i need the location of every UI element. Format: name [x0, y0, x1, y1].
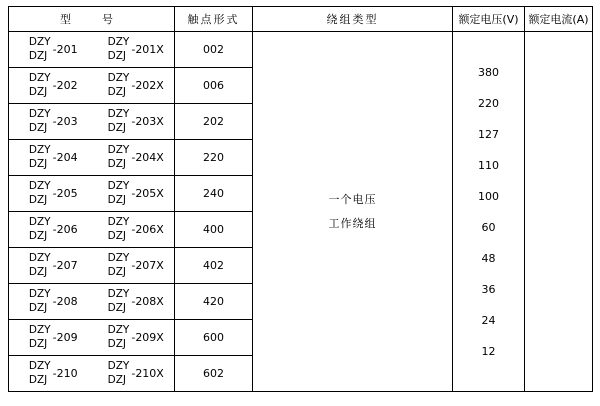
- contact-cell: 202: [175, 104, 253, 140]
- model-prefix-alt: [102, 36, 130, 62]
- model-prefix: [23, 360, 51, 386]
- model-prefix-top-alt: DZY: [107, 180, 130, 193]
- model-cell: [9, 140, 175, 176]
- model-prefix: [23, 216, 51, 242]
- model-prefix-bottom: DZJ: [28, 85, 48, 98]
- model-prefix-top-alt: DZY: [107, 324, 130, 337]
- model-pair-left: [9, 176, 92, 211]
- contact-cell: 220: [175, 140, 253, 176]
- model-prefix-top: DZY: [28, 360, 51, 373]
- model-suffix-left: -206: [52, 223, 78, 236]
- header-voltage: 额定电压(V): [453, 7, 525, 32]
- model-prefix-alt: [102, 108, 130, 134]
- voltage-value: 24: [481, 313, 496, 327]
- model-prefix-bottom-alt: DZJ: [107, 193, 127, 206]
- voltage-cell: [453, 32, 525, 392]
- voltage-value: 48: [481, 251, 496, 265]
- model-prefix-top: DZY: [28, 36, 51, 49]
- model-pair-right: [92, 32, 175, 67]
- model-suffix-right: -207X: [131, 259, 164, 272]
- model-prefix: [23, 324, 51, 350]
- model-cell: [9, 104, 175, 140]
- model-prefix-top-alt: DZY: [107, 36, 130, 49]
- specification-table: [8, 6, 593, 392]
- model-pair-left: [9, 212, 92, 247]
- model-suffix-right: -205X: [131, 187, 164, 200]
- model-prefix-top: DZY: [28, 288, 51, 301]
- voltage-value: 127: [478, 127, 499, 141]
- model-cell: [9, 176, 175, 212]
- contact-cell: 402: [175, 248, 253, 284]
- model-prefix-top-alt: DZY: [107, 288, 130, 301]
- model-pair-left: [9, 356, 92, 391]
- model-prefix-top: DZY: [28, 216, 51, 229]
- model-prefix-bottom: DZJ: [28, 193, 48, 206]
- model-cell: [9, 248, 175, 284]
- model-prefix-top-alt: DZY: [107, 72, 130, 85]
- model-cell: [9, 356, 175, 392]
- model-prefix-bottom: DZJ: [28, 373, 48, 386]
- contact-cell: 002: [175, 32, 253, 68]
- model-prefix: [23, 108, 51, 134]
- header-winding: 绕组类型: [253, 7, 453, 32]
- model-prefix: [23, 144, 51, 170]
- model-suffix-left: -210: [52, 367, 78, 380]
- document-page: [0, 6, 600, 406]
- model-cell: [9, 320, 175, 356]
- model-pair-right: [92, 284, 175, 319]
- model-prefix-bottom-alt: DZJ: [107, 49, 127, 62]
- model-prefix-top: DZY: [28, 144, 51, 157]
- model-prefix: [23, 252, 51, 278]
- winding-line-1: 一个电压: [328, 193, 377, 207]
- voltage-value: 36: [481, 282, 496, 296]
- model-prefix-top: DZY: [28, 252, 51, 265]
- model-suffix-right: -204X: [131, 151, 164, 164]
- model-suffix-left: -204: [52, 151, 78, 164]
- model-prefix-alt: [102, 216, 130, 242]
- model-prefix-bottom-alt: DZJ: [107, 85, 127, 98]
- model-pair-left: [9, 104, 92, 139]
- model-prefix-bottom-alt: DZJ: [107, 301, 127, 314]
- model-pair-right: [92, 248, 175, 283]
- model-prefix-top-alt: DZY: [107, 252, 130, 265]
- model-cell: [9, 212, 175, 248]
- model-prefix-top: DZY: [28, 72, 51, 85]
- voltage-value: 220: [478, 96, 499, 110]
- model-prefix: [23, 72, 51, 98]
- model-pair-right: [92, 212, 175, 247]
- voltage-value: 100: [478, 189, 499, 203]
- model-suffix-right: -209X: [131, 331, 164, 344]
- table-header: [9, 7, 593, 32]
- model-prefix-top: DZY: [28, 108, 51, 121]
- model-prefix: [23, 180, 51, 206]
- model-pair-left: [9, 284, 92, 319]
- voltage-value: 12: [481, 344, 496, 358]
- voltage-value: 110: [478, 158, 499, 172]
- model-suffix-left: -203: [52, 115, 78, 128]
- header-contact: 触点形式: [175, 7, 253, 32]
- model-prefix-bottom-alt: DZJ: [107, 373, 127, 386]
- model-prefix-alt: [102, 144, 130, 170]
- model-prefix-alt: [102, 72, 130, 98]
- model-prefix-bottom-alt: DZJ: [107, 157, 127, 170]
- contact-cell: 600: [175, 320, 253, 356]
- model-prefix: [23, 36, 51, 62]
- model-pair-right: [92, 68, 175, 103]
- model-suffix-left: -205: [52, 187, 78, 200]
- contact-cell: 420: [175, 284, 253, 320]
- model-prefix-bottom: DZJ: [28, 337, 48, 350]
- model-pair-left: [9, 68, 92, 103]
- header-current: 额定电流(A): [525, 7, 593, 32]
- voltage-list: [453, 61, 524, 363]
- model-prefix-alt: [102, 252, 130, 278]
- model-prefix-top: DZY: [28, 180, 51, 193]
- voltage-value: 60: [481, 220, 496, 234]
- contact-cell: 006: [175, 68, 253, 104]
- model-prefix-bottom: DZJ: [28, 157, 48, 170]
- model-prefix-bottom-alt: DZJ: [107, 229, 127, 242]
- model-pair-right: [92, 320, 175, 355]
- model-pair-right: [92, 356, 175, 391]
- model-prefix-bottom: DZJ: [28, 229, 48, 242]
- model-prefix-bottom: DZJ: [28, 49, 48, 62]
- model-prefix-alt: [102, 324, 130, 350]
- model-prefix-bottom-alt: DZJ: [107, 265, 127, 278]
- model-prefix-top-alt: DZY: [107, 144, 130, 157]
- model-suffix-left: -209: [52, 331, 78, 344]
- model-prefix-bottom: DZJ: [28, 301, 48, 314]
- model-suffix-left: -202: [52, 79, 78, 92]
- contact-cell: 602: [175, 356, 253, 392]
- model-prefix-bottom-alt: DZJ: [107, 337, 127, 350]
- model-pair-right: [92, 140, 175, 175]
- voltage-value: 380: [478, 65, 499, 79]
- model-pair-left: [9, 140, 92, 175]
- header-model: 型 号: [9, 7, 175, 32]
- model-prefix-top-alt: DZY: [107, 216, 130, 229]
- model-suffix-right: -201X: [131, 43, 164, 56]
- contact-cell: 400: [175, 212, 253, 248]
- model-prefix-alt: [102, 360, 130, 386]
- model-suffix-left: -207: [52, 259, 78, 272]
- table-body: [9, 32, 593, 392]
- model-prefix-alt: [102, 288, 130, 314]
- model-prefix: [23, 288, 51, 314]
- model-prefix-bottom-alt: DZJ: [107, 121, 127, 134]
- model-pair-right: [92, 176, 175, 211]
- model-pair-left: [9, 320, 92, 355]
- model-prefix-bottom: DZJ: [28, 265, 48, 278]
- model-prefix-alt: [102, 180, 130, 206]
- model-suffix-right: -206X: [131, 223, 164, 236]
- model-suffix-right: -203X: [131, 115, 164, 128]
- model-suffix-left: -208: [52, 295, 78, 308]
- model-cell: [9, 284, 175, 320]
- model-suffix-left: -201: [52, 43, 78, 56]
- model-prefix-top: DZY: [28, 324, 51, 337]
- model-cell: [9, 68, 175, 104]
- model-prefix-top-alt: DZY: [107, 108, 130, 121]
- winding-cell: [253, 32, 453, 392]
- winding-line-2: 工作绕组: [328, 216, 377, 230]
- model-pair-left: [9, 32, 92, 67]
- current-cell: [525, 32, 593, 392]
- header-row: [9, 7, 593, 32]
- model-suffix-right: -202X: [131, 79, 164, 92]
- model-suffix-right: -210X: [131, 367, 164, 380]
- model-prefix-bottom: DZJ: [28, 121, 48, 134]
- model-prefix-top-alt: DZY: [107, 360, 130, 373]
- table-row: [9, 32, 593, 68]
- model-pair-left: [9, 248, 92, 283]
- contact-cell: 240: [175, 176, 253, 212]
- model-suffix-right: -208X: [131, 295, 164, 308]
- model-cell: [9, 32, 175, 68]
- model-pair-right: [92, 104, 175, 139]
